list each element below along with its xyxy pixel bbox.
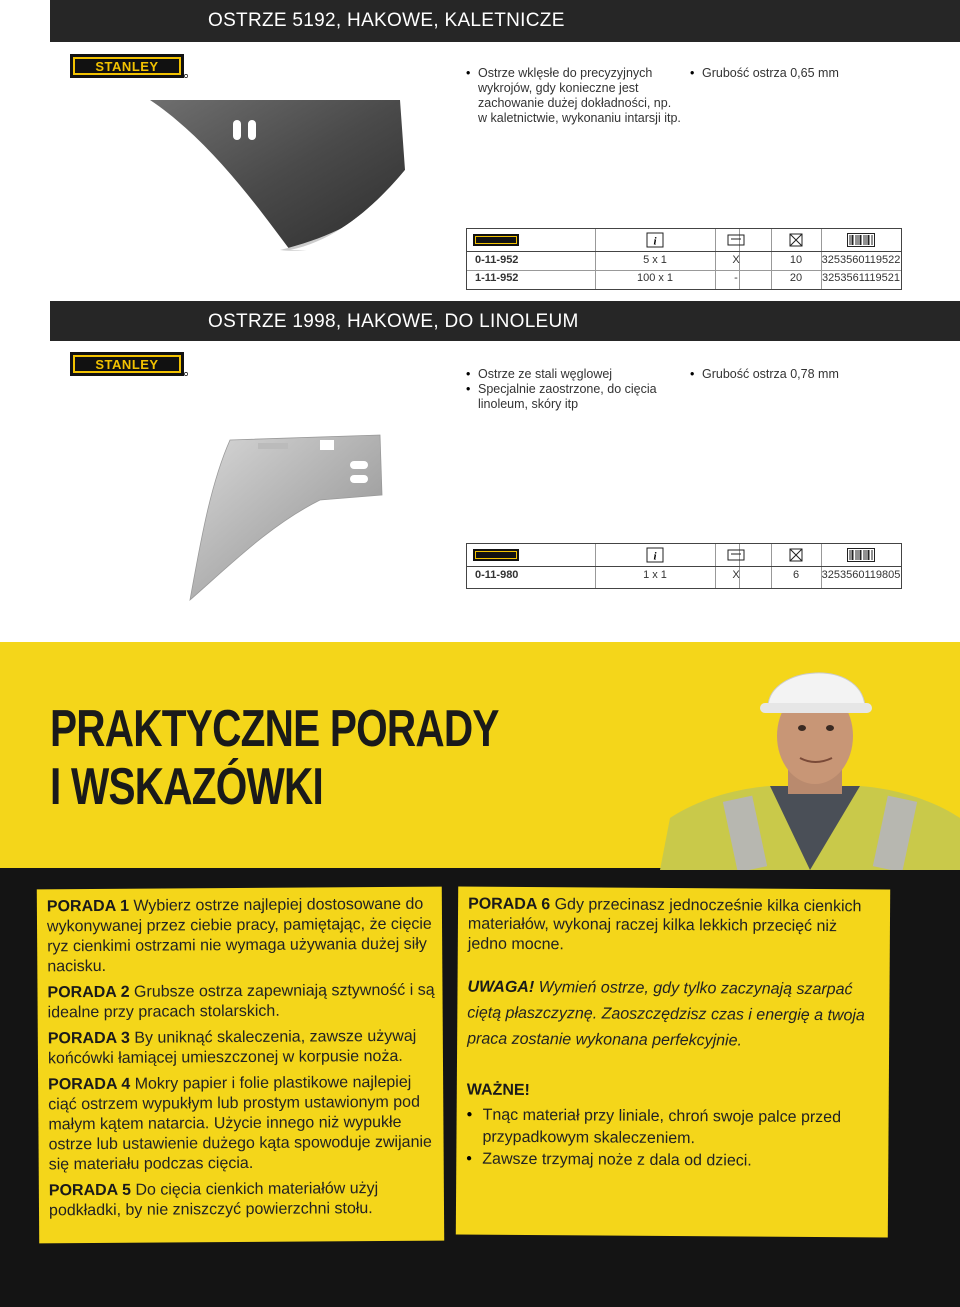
- section1-bullets-right: [690, 66, 890, 81]
- svg-text:i: i: [653, 235, 657, 248]
- stanley-logo-text: STANLEY: [95, 357, 159, 372]
- important-list: [466, 1105, 878, 1174]
- section2-title: OSTRZE 1998, HAKOWE, DO LINOLEUM: [208, 311, 579, 332]
- section2-bullets-right: [690, 367, 890, 382]
- x-box-icon: [789, 233, 803, 247]
- important-item: • Tnąc materiał przy liniale, chroń swoje palce przed przypadkowym skaleczeniem.: [466, 1105, 878, 1152]
- tip-1: PORADA 1 Wybierz ostrze najlepiej dostosowane do wykonywanej przez ciebie pracy, pamiętając, że cięcie ryz cienkimi ostrzami nie wymaga używania dużej siły nacisku.: [46, 895, 432, 976]
- bullet-item: • Grubość ostrza 0,78 mm: [690, 367, 890, 382]
- tip-2: PORADA 2 Grubsze ostrza zapewniają sztywność i są idealne przy pracach stolarskich.: [47, 981, 435, 1022]
- worker-photo: [660, 648, 960, 870]
- card-icon: [727, 548, 745, 562]
- stanley-logo-icon: [473, 233, 519, 247]
- hook-blade-5192-image: [140, 60, 460, 260]
- bullet-item: • Ostrze wklęsłe do precyzyjnych wykrojów, gdy konieczne jest zachowanie dużej dokładności, np. w kaletnictwie, wykonaniu intarsji itp.: [466, 66, 681, 126]
- hook-blade-1998-image: [170, 425, 390, 605]
- section1-title: OSTRZE 5192, HAKOWE, KALETNICZE: [208, 10, 565, 31]
- important-heading: WAŻNE!: [466, 1081, 530, 1100]
- bullet-item: • Ostrze ze stali węglowej: [466, 367, 681, 382]
- section2-header: [50, 301, 960, 341]
- tip-4: PORADA 4 Mokry papier i folie plastikowe najlepiej ciąć ostrzem wypukłym lub prostym ustawionym pod małym kątem natarcia. Użycie innego niż wypukłe ostrze lub ustawienie dużego kąta spowoduje zwijanie się materiału podczas cięcia.: [48, 1073, 432, 1174]
- tip-6: PORADA 6 Gdy przecinasz jednocześnie kilka cienkich materiałów, wykonaj raczej kilka lekkich przecięć niż jedno mocne.: [467, 895, 862, 954]
- stanley-logo-icon: [473, 548, 519, 562]
- product-table-1998: [466, 543, 902, 589]
- svg-text:i: i: [653, 550, 657, 563]
- product-table-5192: [466, 228, 902, 290]
- section2-bullets-left: [466, 367, 681, 412]
- table-row: 1-11-952 100 x 1 - 20 3253561119521: [475, 272, 900, 284]
- bullet-item: • Specjalnie zaostrzone, do cięcia linoleum, skóry itp: [466, 382, 681, 412]
- tips-heading-line1: PRAKTYCZNE PORADY: [50, 700, 499, 758]
- tips-heading: [50, 700, 499, 816]
- bullet-item: • Grubość ostrza 0,65 mm: [690, 66, 890, 81]
- tip-3: PORADA 3 By uniknąć skaleczenia, zawsze używaj końcówki łamiącej umieszczonej w korpusie noża.: [47, 1027, 417, 1068]
- warning-note: UWAGA! Wymień ostrze, gdy tylko zaczynają szarpać ciętą płaszczyznę. Zaoszczędzisz czas i energię a twoja praca zostanie wykonana perfekcyjnie.: [467, 978, 865, 1050]
- section1-bullets-left: [466, 66, 681, 126]
- stanley-logo-text: STANLEY: [95, 59, 159, 74]
- info-icon: [646, 232, 664, 248]
- table-row: 0-11-952 5 x 1 X 10 3253560119522: [467, 251, 901, 271]
- tips-right-box: [456, 886, 890, 1237]
- barcode-icon: [847, 548, 875, 562]
- important-item: • Zawsze trzymaj noże z dala od dzieci.: [466, 1149, 878, 1174]
- tips-left-box: [37, 887, 444, 1244]
- tips-heading-line2: I WSKAZÓWKI: [50, 758, 324, 816]
- x-box-icon: [789, 548, 803, 562]
- tip-5: PORADA 5 Do cięcia cienkich materiałów użyj podkładki, by nie zniszczyć powierzchni stołu.: [48, 1180, 379, 1220]
- card-icon: [727, 233, 745, 247]
- info-icon: [646, 547, 664, 563]
- table-row: 0-11-980 1 x 1 X 6 3253560119805: [475, 569, 901, 581]
- section1-header: [50, 0, 960, 42]
- barcode-icon: [847, 233, 875, 247]
- stanley-logo: [70, 350, 188, 378]
